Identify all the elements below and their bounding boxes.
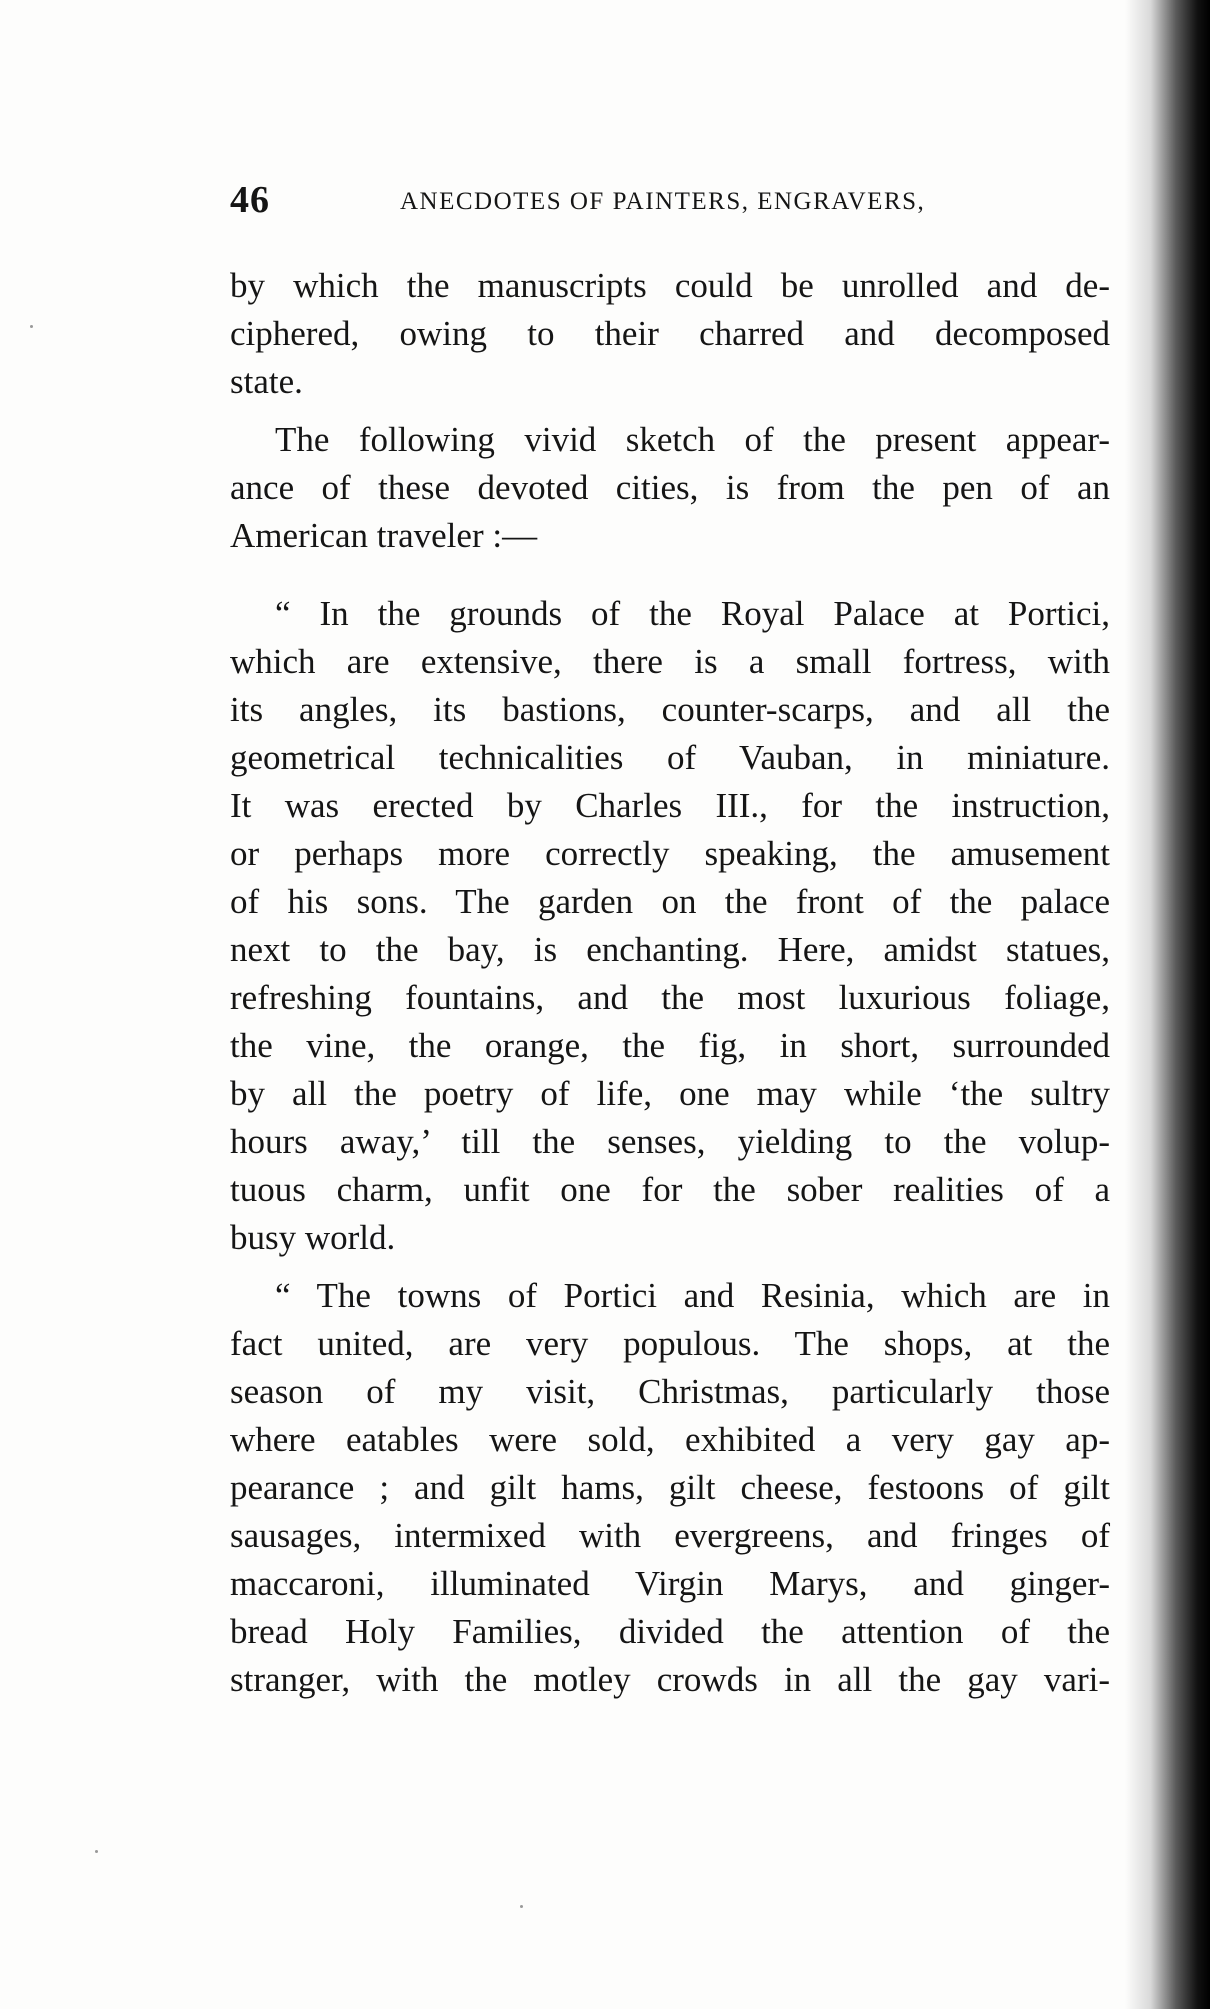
paragraph-3-quote [230, 590, 1110, 1262]
text-line: by which the manuscripts could be unrolled and de- [230, 266, 1110, 305]
text-line: state. [230, 362, 303, 401]
text-line: stranger, with the motley crowds in all the gay vari- [230, 1660, 1110, 1699]
text-line: next to the bay, is enchanting. Here, amidst statues, [230, 930, 1110, 969]
text-line: season of my visit, Christmas, particularly those [230, 1372, 1110, 1411]
text-line: refreshing fountains, and the most luxurious foliage, [230, 978, 1110, 1017]
text-line: maccaroni, illuminated Virgin Marys, and ginger- [230, 1564, 1110, 1603]
text-line: bread Holy Families, divided the attention of the [230, 1612, 1110, 1651]
text-line: the vine, the orange, the fig, in short, surrounded [230, 1026, 1110, 1065]
text-line: ciphered, owing to their charred and decomposed [230, 314, 1110, 353]
page-number: 46 [230, 179, 270, 221]
text-line: its angles, its bastions, counter-scarps, and all the [230, 690, 1110, 729]
text-line: tuous charm, unfit one for the sober realities of a [230, 1170, 1110, 1209]
text-line: “ The towns of Portici and Resinia, which are in [275, 1276, 1110, 1315]
text-line: or perhaps more correctly speaking, the amusement [230, 834, 1110, 873]
paper-speck [95, 1850, 98, 1853]
paragraph-2 [230, 416, 1110, 560]
text-line: by all the poetry of life, one may while ‘the sultry [230, 1074, 1110, 1113]
page-edge-shadow [1125, 0, 1210, 2009]
text-line: sausages, intermixed with evergreens, and fringes of [230, 1516, 1110, 1555]
text-line: hours away,’ till the senses, yielding to the volup- [230, 1122, 1110, 1161]
text-line: The following vivid sketch of the present appear- [275, 420, 1110, 459]
text-line: American traveler :— [230, 516, 538, 555]
paragraph-1 [230, 262, 1110, 406]
text-line: geometrical technicalities of Vauban, in miniature. [230, 738, 1110, 777]
running-head: ANECDOTES OF PAINTERS, ENGRAVERS, [400, 188, 926, 215]
text-line: busy world. [230, 1218, 396, 1257]
text-line: which are extensive, there is a small fortress, with [230, 642, 1110, 681]
text-line: fact united, are very populous. The shops, at the [230, 1324, 1110, 1363]
body-text [230, 262, 1110, 1704]
paper-speck [520, 1905, 523, 1908]
text-line: of his sons. The garden on the front of the palace [230, 882, 1110, 921]
text-line: It was erected by Charles III., for the instruction, [230, 786, 1110, 825]
text-line: pearance ; and gilt hams, gilt cheese, festoons of gilt [230, 1468, 1110, 1507]
paper-speck [30, 325, 33, 328]
text-line: where eatables were sold, exhibited a very gay ap- [230, 1420, 1110, 1459]
text-line: “ In the grounds of the Royal Palace at Portici, [275, 594, 1110, 633]
paragraph-4-quote [230, 1272, 1110, 1704]
text-line: ance of these devoted cities, is from the pen of an [230, 468, 1110, 507]
